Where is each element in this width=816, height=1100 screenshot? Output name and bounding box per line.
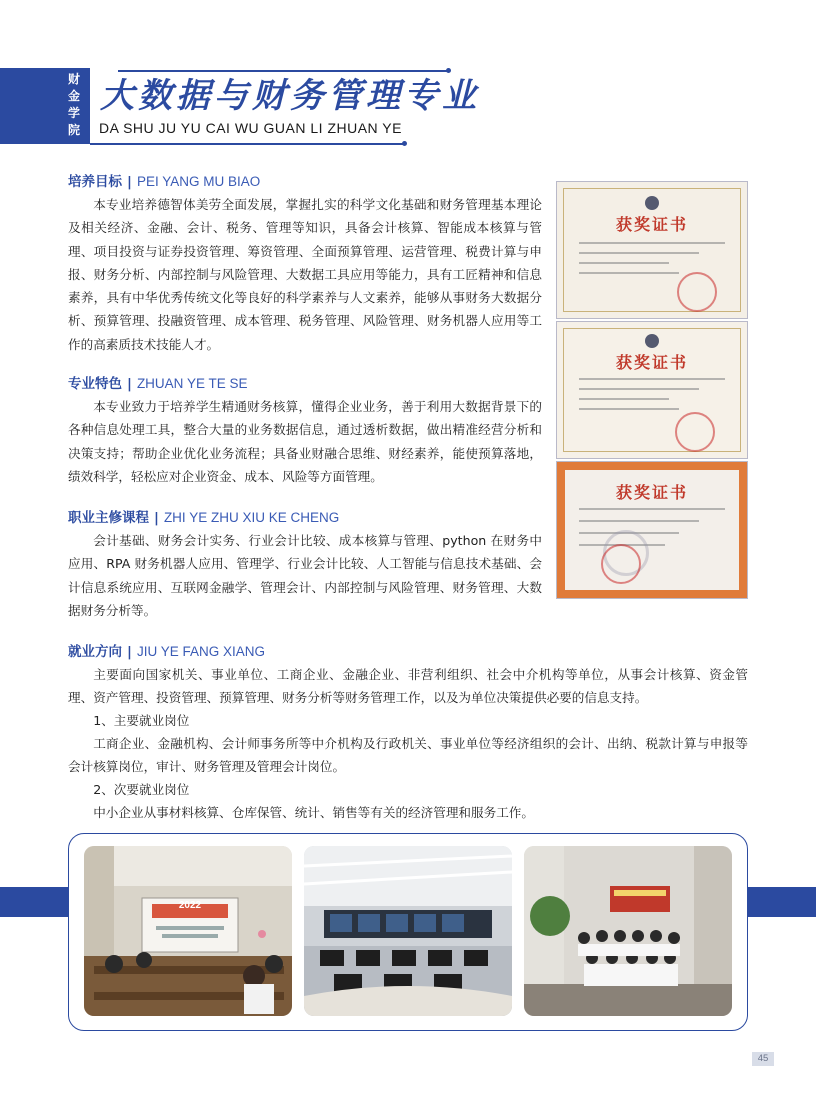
section-feature-heading	[68, 374, 247, 394]
section-separator: |	[154, 510, 159, 526]
certificate-text-line	[579, 242, 725, 244]
header-bottom-rule	[90, 143, 404, 145]
certificate-text-line	[579, 272, 679, 274]
section-separator: |	[127, 644, 132, 660]
section-feature-text: 本专业致力于培养学生精通财务核算，懂得企业业务，善于利用大数据背景下的各种信息处理工具，整合大量的业务数据信息，通过透析数据，做出精准经营分析和决策支持；帮助企业优化业务流程；具备业财融合思维、财经素养，能使预算落地，绩效科学，轻松应对企业资金、成本、风险等方面管理。	[68, 399, 542, 484]
emblem-icon	[645, 334, 659, 348]
career-primary-text: 工商企业、金融机构、会计师事务所等中介机构及行政机关、事业单位等经济组织的会计、出纳、税款计算与申报等会计核算岗位，审计、财务管理及管理会计岗位。	[68, 736, 748, 775]
award-certificate	[557, 182, 747, 318]
section-career-pinyin: JIU YE FANG XIANG	[136, 644, 265, 659]
classroom-photo-image	[84, 846, 292, 1016]
decor-band-right	[738, 887, 816, 917]
section-courses-text: 会计基础、财务会计实务、行业会计比较、成本核算与管理、python 在财务中应用、RPA 财务机器人应用、管理学、行业会计比较、人工智能与信息技术基础、会计信息系统应用、互联网金融学、管理会计、内部控制与风险管理、财务管理、大数据财务分析等。	[68, 533, 542, 618]
group-photo-image	[524, 846, 732, 1016]
photo-classroom	[84, 846, 292, 1016]
career-secondary-text: 中小企业从事材料核算、仓库保管、统计、销售等有关的经济管理和服务工作。	[93, 805, 534, 820]
header-dot	[446, 68, 451, 73]
certificate-title: 获奖证书	[615, 483, 688, 502]
career-primary-label: 1、主要就业岗位	[93, 713, 190, 728]
section-career-intro: 主要面向国家机关、事业单位、工商企业、金融企业、非营利组织、社会中介机构等单位，从事会计核算、资金管理、资产管理、投资管理、预算管理、财务分析等财务管理工作，以及为单位决策提供必要的信息支持。	[68, 667, 748, 706]
section-career-heading	[68, 642, 265, 662]
section-goal-heading	[68, 172, 260, 192]
certificate-text-line	[579, 508, 725, 510]
photo-group	[524, 846, 732, 1016]
certificate-text-line	[579, 520, 699, 522]
section-goal-pinyin: PEI YANG MU BIAO	[136, 174, 261, 189]
award-certificate	[557, 462, 747, 598]
red-seal-icon	[677, 272, 717, 312]
slide-title: 2022	[178, 900, 202, 911]
section-separator: |	[127, 376, 132, 392]
red-seal-icon	[675, 412, 715, 452]
section-career-title: 就业方向	[68, 644, 122, 660]
header-dot	[402, 141, 407, 146]
header-top-rule	[118, 70, 448, 72]
award-certificate	[557, 322, 747, 458]
section-feature-title: 专业特色	[68, 376, 122, 392]
college-label: 财金学院	[67, 72, 80, 137]
section-courses-title: 职业主修课程	[68, 510, 149, 526]
certificate-text-line	[579, 262, 669, 264]
certificate-text-line	[579, 398, 669, 400]
certificate-text-line	[579, 252, 699, 254]
page-title: 大数据与财务管理专业	[100, 76, 480, 116]
certificate-text-line	[579, 408, 679, 410]
section-courses-heading	[68, 508, 339, 528]
emblem-icon	[645, 196, 659, 210]
certificate-title: 获奖证书	[615, 215, 688, 234]
section-feature-pinyin: ZHUAN YE TE SE	[136, 376, 248, 391]
page-number: 45	[752, 1052, 774, 1066]
section-courses-pinyin: ZHI YE ZHU XIU KE CHENG	[163, 510, 340, 525]
computer-lab-photo-image	[304, 846, 512, 1016]
section-goal-title: 培养目标	[68, 174, 122, 190]
red-seal-icon	[601, 544, 641, 584]
page-title-pinyin: DA SHU JU YU CAI WU GUAN LI ZHUAN YE	[99, 120, 402, 136]
certificate-title: 获奖证书	[615, 353, 688, 372]
decor-band-left	[0, 887, 78, 917]
photo-computer-lab	[304, 846, 512, 1016]
certificate-text-line	[579, 388, 699, 390]
certificate-text-line	[579, 378, 725, 380]
section-goal-text: 本专业培养德智体美劳全面发展，掌握扎实的科学文化基础和财务管理基本理论及相关经济、金融、会计、税务、管理等知识，具备会计核算、智能成本核算与管理、项目投资与证券投资管理、筹资管理、全面预算管理、运营管理、税费计算与申报、财务分析、内部控制与风险管理、大数据工具应用等能力，具有工匠精神和信息素养，具有中华优秀传统文化等良好的科学素养与人文素养，能够从事财务大数据分析、预算管理、投融资管理、成本管理、税务管理、风险管理、财务机器人应用等工作的高素质技术技能人才。	[68, 197, 542, 352]
section-separator: |	[127, 174, 132, 190]
career-secondary-label: 2、次要就业岗位	[93, 782, 190, 797]
